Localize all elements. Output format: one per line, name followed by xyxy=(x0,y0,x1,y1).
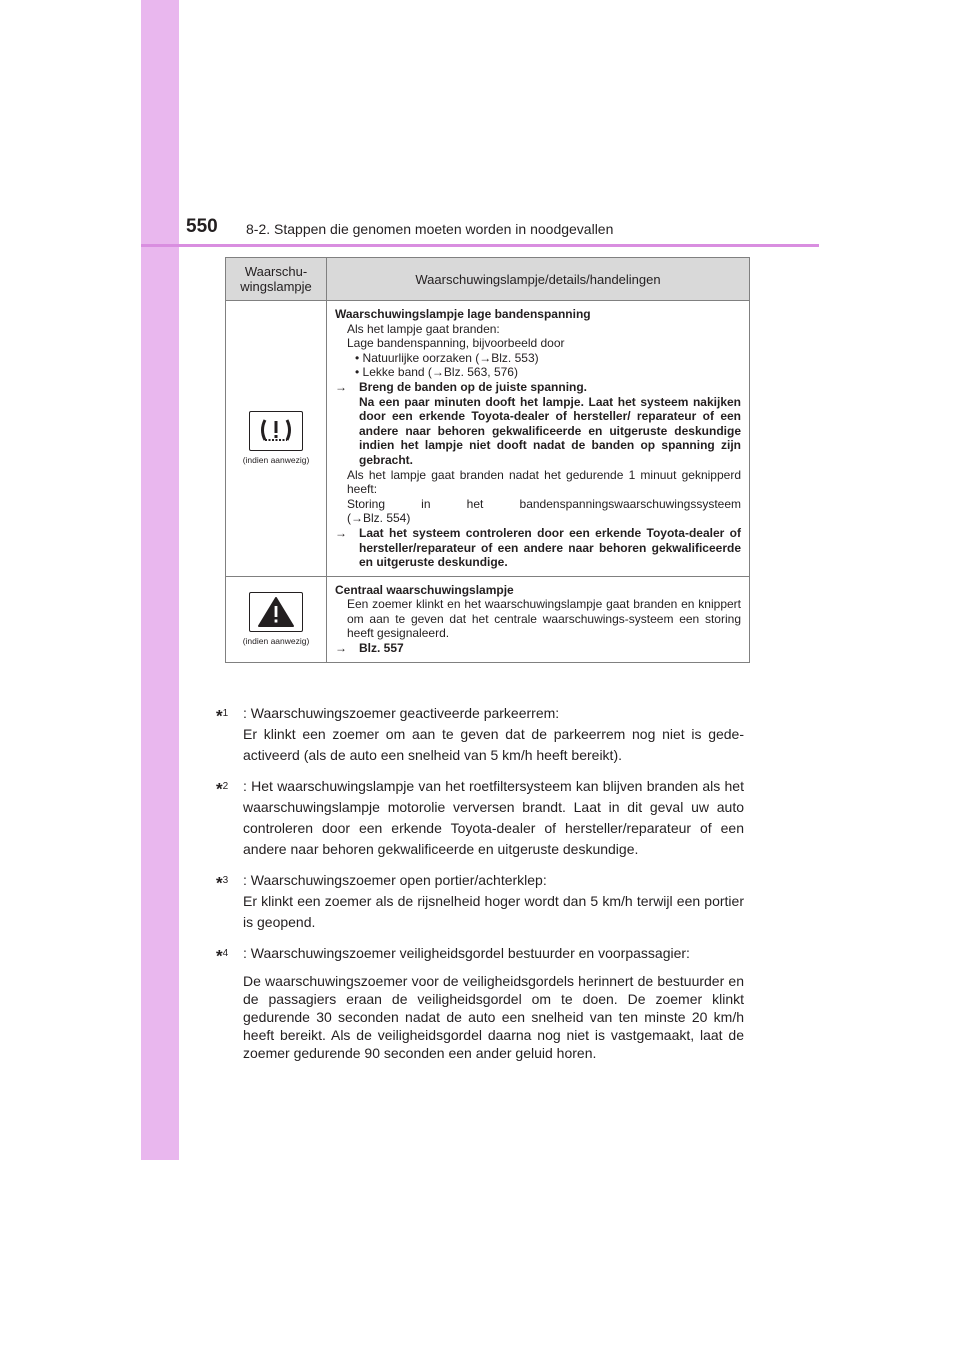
action-item: → Breng de banden op de juiste spanning. Na een paar minuten dooft het lampje. Laat het systeem nakijken door een erkende Toyota-dealer of hersteller/ reparateur of een andere naar behoren gekwalificeerde en uitgeruste deskundige indien het lampje niet dooft nadat de banden op spanning zijn gebracht. xyxy=(335,379,741,467)
action-item: → Blz. 557 xyxy=(335,641,404,656)
tire-pressure-warning-icon xyxy=(249,411,303,451)
lamp-title: Centraal waarschuwingslampje xyxy=(335,582,514,597)
chapter-sidebar-tab xyxy=(141,0,179,1160)
master-warning-triangle-icon xyxy=(249,592,303,632)
lamp-cell xyxy=(226,576,327,662)
footnotes xyxy=(216,703,744,1072)
table-header-row xyxy=(226,258,750,301)
table-row xyxy=(226,576,750,662)
header-divider xyxy=(141,244,819,247)
lamp-description: Waarschuwingslampje lage bandenspanning Als het lampje gaat branden: Lage bandenspanning, bijvoorbeeld door • Natuurlijke oorzaken (→Blz. 553) • Lekke band (→Blz. 563, 576) → Breng de banden op de juiste spanning. Na een paar minuten dooft het lampje. Laat het systeem nakijken door een erkende Toyota-dealer of hersteller/ reparateur of een andere naar behoren gekwalificeerde en uitgeruste deskundige indien het lampje niet dooft nadat de banden op spanning zijn gebracht. Als het lampje gaat branden nadat het gedurende 1 minuut geknipperd heeft: Storing in het bandenspanningswaarschuwingssysteem (→Blz. 554) → Laat het systeem controleren door een erkende Toyota-dealer of hersteller/reparateur of een andere naar behoren gekwalificeerde en uitgeruste deskundige. xyxy=(327,301,750,577)
lamp-description: Centraal waarschuwingslampje Een zoemer klinkt en het waarschuwingslampje gaat branden en knippert om aan te geven dat het centrale waarschuwings-systeem een storing heeft gesignaleerd. → Blz. 557 xyxy=(327,576,750,662)
footnote-2: *$^2$ : Het waarschuwingslampje van het roetfiltersysteem kan blijven branden als het waarschuwingslampje motorolie verversen brandt. Laat in dit geval uw auto controleren door een erkende Toyota-dealer of hersteller/reparateur of een andere naar behoren gekwalificeerde en uitgeruste deskundige. xyxy=(216,778,744,857)
page-number: 550 xyxy=(186,216,218,237)
column-header-lamp: Waarschu- wingslampje xyxy=(226,258,327,301)
action-item: → Laat het systeem controleren door een erkende Toyota-dealer of hersteller/reparateur of een andere naar behoren gekwalificeerde en uitgeruste deskundige. xyxy=(335,525,741,570)
lamp-cell xyxy=(226,301,327,577)
footnote-4: *$^4$ : Waarschuwingszoemer veiligheidsgordel bestuurder en voorpassagier: De waarschuwingszoemer voor de veiligheidsgordels herinnert de bestuurder en de passagiers eraan de veiligheidsgordel om te doen. De zoemer klinkt gedurende 30 seconden nadat de auto een snelheid van ten minste 20 km/h heeft bereikt. Als de veiligheidsgordel daarna nog niet is vastgemaakt, laat de zoemer gedurende 90 seconden een ander geluid horen. xyxy=(216,945,744,1061)
column-header-details: Waarschuwingslampje/details/handelingen xyxy=(327,258,750,301)
footnote-1: *$^1$ : Waarschuwingszoemer geactiveerde parkeerrem: Er klinkt een zoemer om aan te geven dat de parkeerrem nog niet is gede-activeerd (als de auto een snelheid van 5 km/h heeft bereikt). xyxy=(216,705,744,763)
lamp-caption: (indien aanwezig) xyxy=(242,455,310,466)
warning-lamp-table xyxy=(225,257,750,663)
lamp-caption: (indien aanwezig) xyxy=(242,636,310,647)
lamp-title: Waarschuwingslampje lage bandenspanning xyxy=(335,307,591,321)
arrow-icon: → xyxy=(335,379,347,394)
footnote-3: *$^3$ : Waarschuwingszoemer open portier/achterklep: Er klinkt een zoemer als de rijsnelheid hoger wordt dan 5 km/h terwijl een portier is geopend. xyxy=(216,872,744,930)
arrow-icon: → xyxy=(335,525,347,540)
arrow-icon: → xyxy=(335,641,347,656)
table-row xyxy=(226,301,750,577)
chapter-title: 8-2. Stappen die genomen moeten worden in noodgevallen xyxy=(246,221,614,237)
